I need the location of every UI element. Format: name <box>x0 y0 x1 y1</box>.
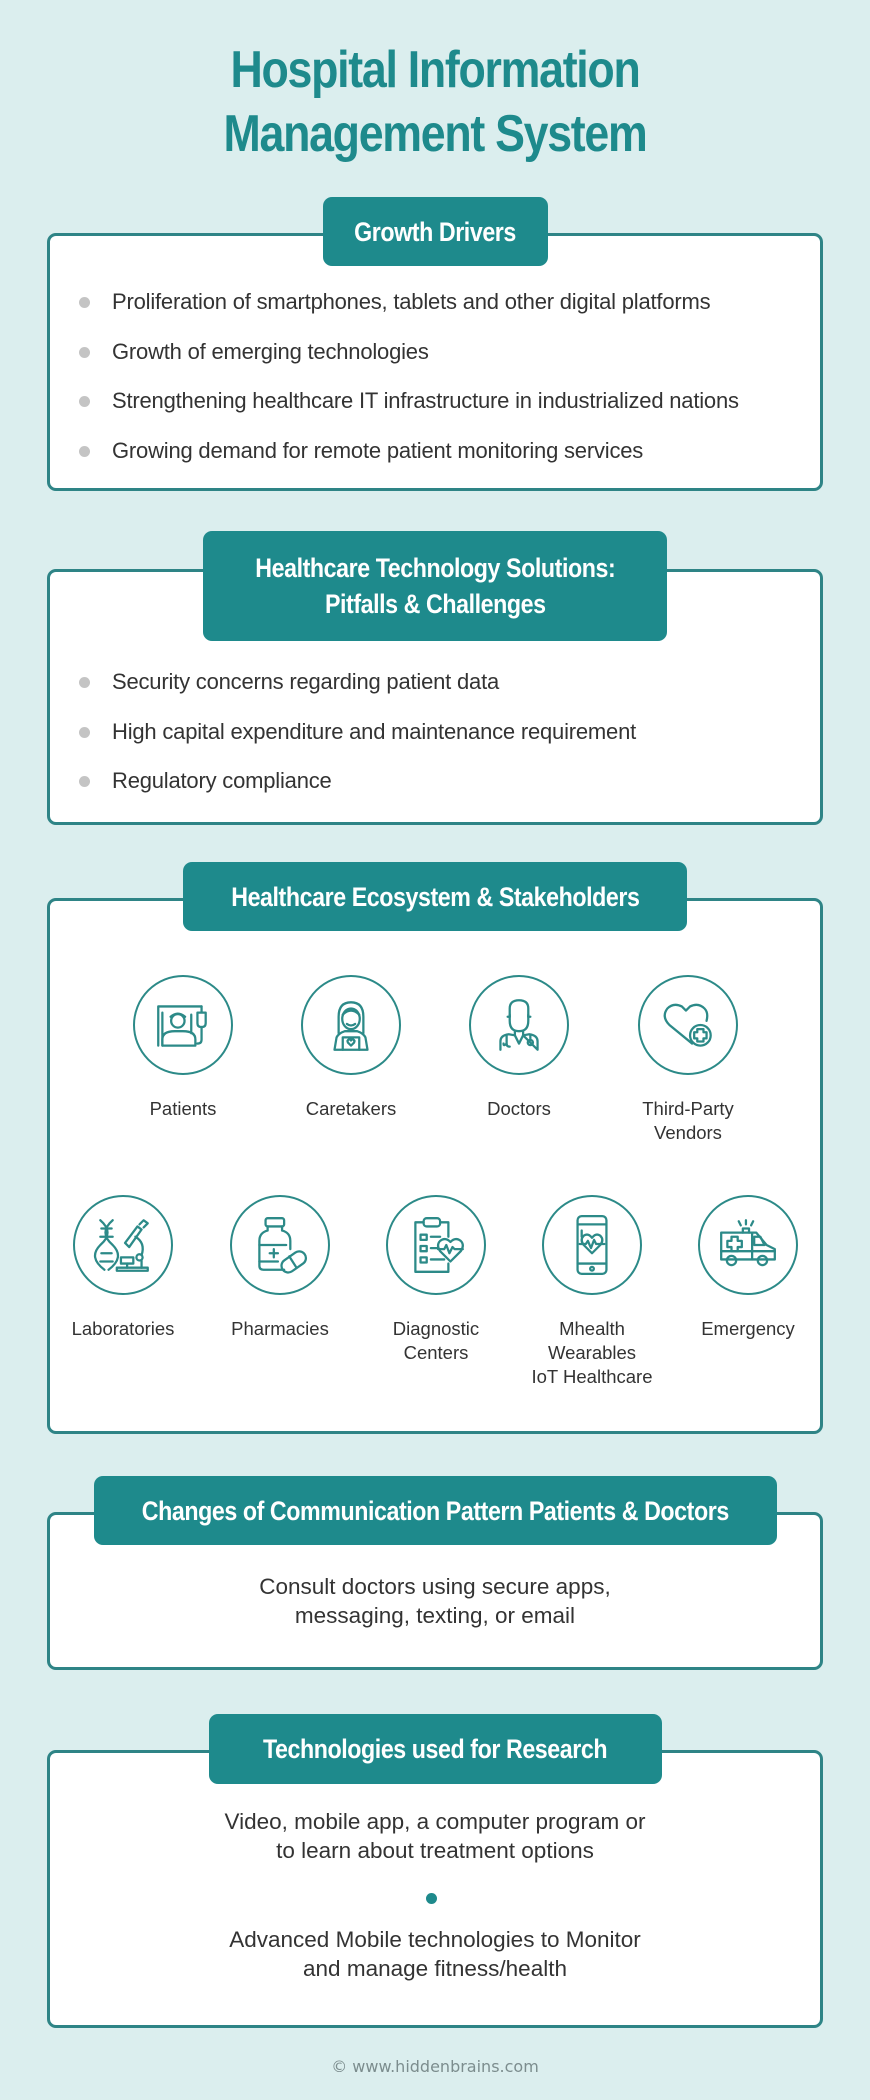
communication-text-line2: messaging, texting, or email <box>294 1603 576 1628</box>
pitfalls-heading <box>203 531 667 641</box>
clipboard-heart-icon <box>403 1212 469 1278</box>
page-title <box>0 38 870 166</box>
list-item-text: High capital expenditure and maintenance requirement <box>112 719 637 744</box>
stakeholder-label <box>103 1097 263 1121</box>
list-item <box>84 386 739 416</box>
stakeholder-patients <box>133 975 233 1075</box>
stakeholder-label <box>512 1317 672 1389</box>
label-line: Third-Party <box>642 1098 734 1119</box>
list-item-text: Growth of emerging technologies <box>112 339 429 364</box>
research-item-2 <box>47 1925 823 1983</box>
stakeholder-label <box>43 1317 203 1341</box>
ecosystem-heading <box>183 862 687 931</box>
list-item-text: Proliferation of smartphones, tablets and other digital platforms <box>112 289 711 314</box>
stakeholder-label <box>608 1097 768 1145</box>
stakeholder-diagnostic-centers <box>386 1195 486 1295</box>
list-item <box>84 337 429 367</box>
stakeholder-label <box>356 1317 516 1365</box>
list-item <box>84 436 643 466</box>
research-heading <box>209 1714 662 1784</box>
label-line: Mhealth <box>559 1318 625 1339</box>
communication-heading-text: Changes of Communication Pattern Patients & Doctors <box>141 1495 730 1526</box>
stakeholder-pharmacies <box>230 1195 330 1295</box>
caretaker-icon <box>318 992 384 1058</box>
ecosystem-heading-text: Healthcare Ecosystem & Stakeholders <box>230 881 640 912</box>
stakeholder-mhealth <box>542 1195 642 1295</box>
stakeholder-label <box>271 1097 431 1121</box>
research-item-2-line1: Advanced Mobile technologies to Monitor <box>229 1927 641 1952</box>
heart-plus-icon <box>655 992 721 1058</box>
label-line: Laboratories <box>71 1318 175 1339</box>
label-line: IoT Healthcare <box>531 1366 653 1387</box>
stakeholder-laboratories <box>73 1195 173 1295</box>
label-line: Wearables <box>547 1342 637 1363</box>
research-item-1 <box>47 1807 823 1865</box>
label-line: Vendors <box>654 1122 722 1143</box>
bullet-icon <box>79 446 90 457</box>
pitfalls-heading-line1: Healthcare Technology Solutions: <box>255 553 615 583</box>
list-item-text: Regulatory compliance <box>112 768 332 793</box>
bullet-icon <box>79 727 90 738</box>
doctor-icon <box>486 992 552 1058</box>
label-line: Doctors <box>487 1098 551 1119</box>
medicine-bottle-icon <box>247 1212 313 1278</box>
label-line: Emergency <box>701 1318 795 1339</box>
ambulance-icon <box>715 1212 781 1278</box>
stakeholder-label <box>200 1317 360 1341</box>
stakeholder-third-party-vendors <box>638 975 738 1075</box>
phone-heartbeat-icon <box>559 1212 625 1278</box>
list-item <box>84 667 499 697</box>
footer-copyright: © www.hiddenbrains.com <box>331 2057 539 2076</box>
research-item-1-line1: Video, mobile app, a computer program or <box>224 1809 646 1834</box>
list-item <box>84 766 332 796</box>
bullet-icon <box>79 677 90 688</box>
bullet-icon <box>79 396 90 407</box>
research-item-2-line2: and manage fitness/health <box>303 1956 567 1981</box>
page-title-line1: Hospital Information <box>230 41 640 99</box>
bullet-icon <box>79 776 90 787</box>
separator-dot-icon <box>426 1893 437 1904</box>
bullet-icon <box>79 297 90 308</box>
label-line: Patients <box>149 1098 217 1119</box>
page-title-line2: Management System <box>223 105 647 163</box>
stakeholder-caretakers <box>301 975 401 1075</box>
stakeholder-label <box>668 1317 828 1341</box>
list-item <box>84 717 636 747</box>
list-item-text: Growing demand for remote patient monitoring services <box>112 438 644 463</box>
patient-bed-icon <box>150 992 216 1058</box>
stakeholder-doctors <box>469 975 569 1075</box>
pitfalls-heading-line2: Pitfalls & Challenges <box>324 589 546 619</box>
label-line: Pharmacies <box>231 1318 329 1339</box>
label-line: Centers <box>403 1342 469 1363</box>
label-line: Diagnostic <box>392 1318 480 1339</box>
dna-microscope-icon <box>90 1212 156 1278</box>
growth-drivers-heading <box>323 197 548 266</box>
research-heading-text: Technologies used for Research <box>263 1734 608 1764</box>
list-item-text: Security concerns regarding patient data <box>112 669 500 694</box>
stakeholder-label <box>439 1097 599 1121</box>
research-section <box>47 1750 823 2028</box>
communication-text-line1: Consult doctors using secure apps, <box>259 1574 611 1599</box>
list-item-text: Strengthening healthcare IT infrastructure in industrialized nations <box>112 388 739 413</box>
bullet-icon <box>79 347 90 358</box>
growth-drivers-heading-text: Growth Drivers <box>354 216 517 247</box>
label-line: Caretakers <box>305 1098 397 1119</box>
list-item <box>84 287 710 317</box>
stakeholder-emergency <box>698 1195 798 1295</box>
communication-text <box>47 1572 823 1630</box>
research-item-1-line2: to learn about treatment options <box>276 1838 594 1863</box>
communication-heading <box>94 1476 777 1545</box>
